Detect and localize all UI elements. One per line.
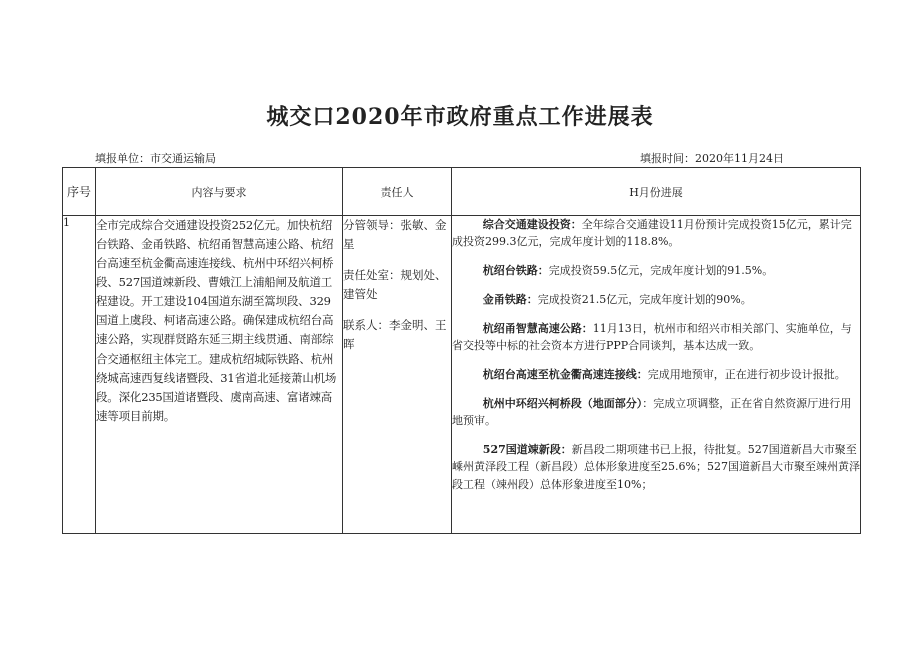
header-responsible: 责任人 xyxy=(343,168,452,216)
progress-table xyxy=(62,167,861,534)
header-seq: 序号 xyxy=(63,168,96,216)
progress-item-national-road-527: 527国道竦新段：新昌段二期项建书已上报，待批复。527国道新昌大市聚至嵊州黄泽段工程（新昌段）总体形象进度至25.6%；527国道新昌大市聚至竦州黄泽段工程（竦州段）总体形象进度至10%； xyxy=(452,443,860,491)
row-progress xyxy=(452,216,861,534)
responsible-contact: 联系人：李金明、王晖 xyxy=(343,318,447,352)
row-seq: 1 xyxy=(63,216,96,534)
reporting-unit: 填报单位：市交通运输局 xyxy=(95,152,216,165)
row-responsible xyxy=(343,216,452,534)
responsible-leader: 分管领导：张敏、金星 xyxy=(343,218,447,252)
progress-item-connector-line: 杭绍台高速至杭金衢高速连接线：完成用地预审，正在进行初步设计报批。 xyxy=(482,368,846,382)
progress-item-smart-expressway: 杭绍甬智慧高速公路：11月13日，杭州市和绍兴市相关部门、实施单位，与省交投等中标的社会资本方进行PPP合同谈判，基本达成一致。 xyxy=(452,322,852,353)
progress-item-ring-road: 杭州中环绍兴柯桥段（地面部分）：完成立项调整，正在省自然资源厅进行用地预审。 xyxy=(452,397,852,428)
table-header-row xyxy=(63,168,861,216)
reporting-date: 填报时间：2020年11月24日 xyxy=(640,152,784,165)
progress-item-hangshaotai-railway: 杭绍台铁路：完成投资59.5亿元，完成年度计划的91.5%。 xyxy=(482,264,774,278)
header-content: 内容与要求 xyxy=(96,168,343,216)
header-progress: H月份进展 xyxy=(452,168,861,216)
row-content: 全市完成综合交通建设投资252亿元。加快杭绍台铁路、金甬铁路、杭绍甬智慧高速公路、杭绍台高速至杭金衢高速连接线、杭州中环绍兴柯桥段、527国道竦新段、曹娥江上浦船闸及航道工程建设。开工建设104国道东湖至篙坝段、329国道上虞段、柯诸高速公路。确保建成杭绍台高速公路，实现群贤路东延三期主线贯通、南部综合交通枢纽主体完工。建成杭绍城际铁路、杭州绕城高速西复线诸暨段、31省道北延接萧山机场段。深化235国道诸暨段、虞南高速、富诸竦高速等项目前期。 xyxy=(96,216,343,534)
progress-item-jinyong-railway: 金甬铁路：完成投资21.5亿元，完成年度计划的90%。 xyxy=(482,293,752,307)
page-title: 城交口2020年市政府重点工作进展表 xyxy=(266,104,654,130)
progress-item-investment: 综合交通建设投资：全年综合交通建设11月份预计完成投资15亿元，累计完成投资299.3亿元，完成年度计划的118.8%。 xyxy=(452,218,852,249)
responsible-office: 责任处室：规划处、建管处 xyxy=(343,268,447,302)
table-row xyxy=(63,216,861,534)
